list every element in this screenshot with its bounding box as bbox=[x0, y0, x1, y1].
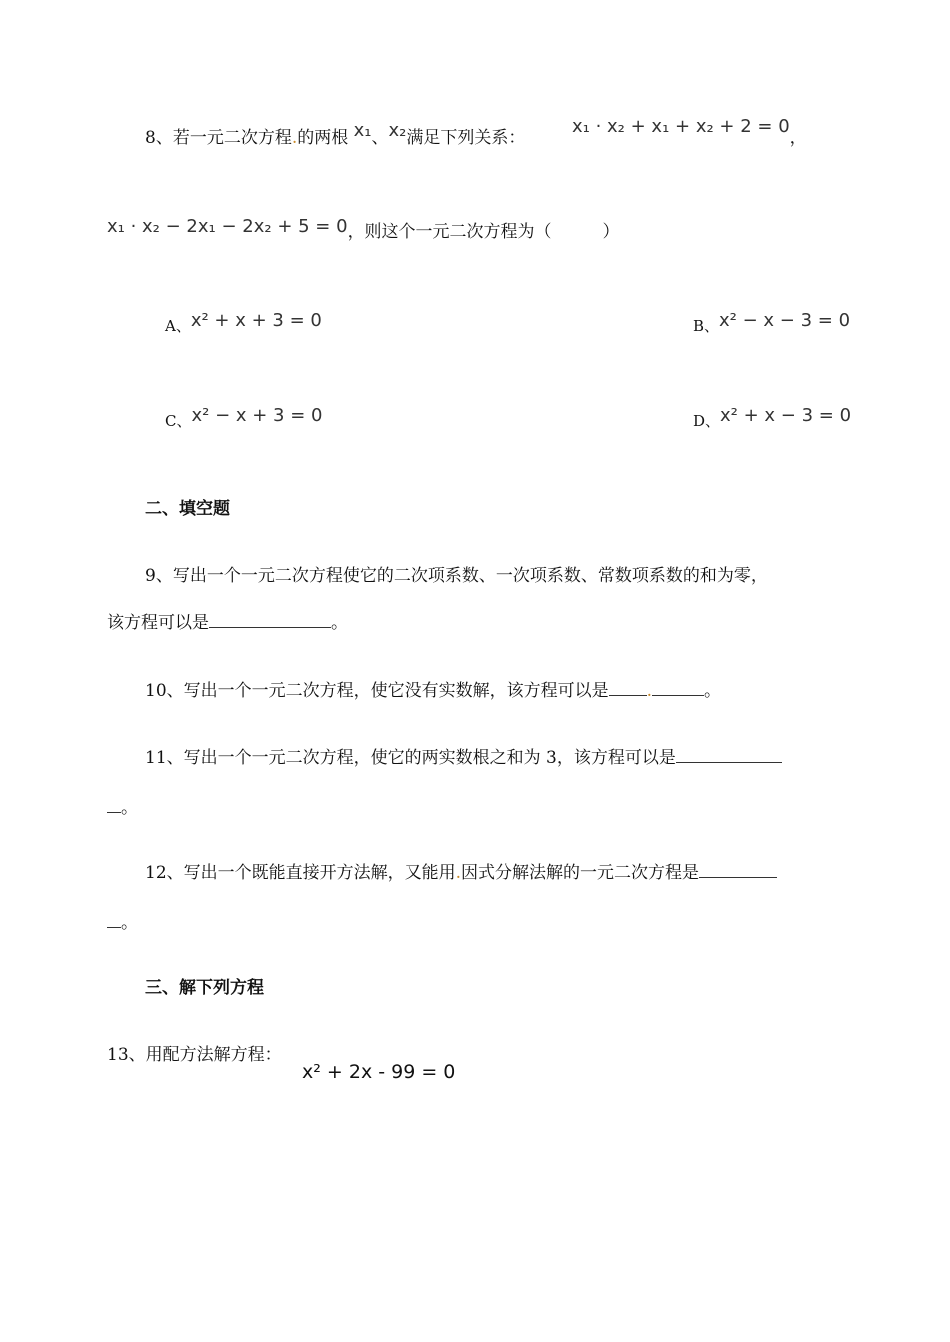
q12-line1 bbox=[145, 861, 777, 885]
q8-prefix: 8、若一元二次方程 bbox=[145, 128, 292, 148]
q12-blank[interactable] bbox=[699, 861, 777, 878]
q10-end: 。 bbox=[704, 681, 722, 701]
q11-end: 。 bbox=[121, 798, 138, 818]
q12-text-a: 12、写出一个既能直接开方法解，又能用 bbox=[145, 863, 456, 883]
q11-line1 bbox=[145, 746, 782, 770]
option-a-label: A、 bbox=[165, 317, 191, 335]
q8-relation1-line bbox=[572, 114, 807, 148]
option-d-label: D、 bbox=[693, 412, 721, 430]
q13-text: 13、用配方法解方程： bbox=[107, 1045, 282, 1065]
q11-blank[interactable] bbox=[676, 746, 782, 763]
q12-text-b: 因式分解法解的一元二次方程是 bbox=[461, 863, 700, 883]
q11-line2 bbox=[107, 796, 138, 820]
section2-title: 二、填空题 bbox=[145, 499, 230, 519]
q12-mark: . bbox=[455, 863, 462, 883]
q13-equation-line bbox=[302, 1059, 455, 1084]
option-a bbox=[165, 308, 322, 333]
q12-end: 。 bbox=[121, 913, 138, 933]
q8-suffix: 满足下列关系： bbox=[406, 128, 526, 148]
option-b-eq: x² − x − 3 = 0 bbox=[719, 309, 851, 331]
q9-blank[interactable] bbox=[209, 611, 331, 628]
q11-text: 11、写出一个一元二次方程，使它的两实数根之和为 3，该方程可以是 bbox=[145, 748, 676, 768]
option-d bbox=[693, 403, 851, 428]
option-c-label: C、 bbox=[165, 412, 192, 430]
q8-line1 bbox=[145, 119, 526, 151]
q9-text: 该方程可以是 bbox=[107, 613, 209, 633]
q8-root2: x₂ bbox=[388, 119, 407, 141]
q9-line1: 9、写出一个一元二次方程使它的二次项系数、一次项系数、常数项系数的和为零， bbox=[145, 566, 768, 586]
q9-line2 bbox=[107, 611, 348, 635]
q8-relation2: x₁ · x₂ − 2x₁ − 2x₂ + 5 = 0 bbox=[107, 215, 348, 237]
q8-sep: 、 bbox=[371, 128, 389, 148]
option-c bbox=[165, 403, 323, 428]
q10-blank-b[interactable] bbox=[652, 679, 704, 696]
q10-text: 10、写出一个一元二次方程，使它没有实数解，该方程可以是 bbox=[145, 681, 609, 701]
q11-blank-cont[interactable] bbox=[107, 796, 121, 813]
q10-mark: . bbox=[646, 681, 653, 701]
q10-blank-a[interactable] bbox=[609, 679, 647, 696]
q8-relation1: x₁ · x₂ + x₁ + x₂ + 2 = 0 bbox=[572, 115, 790, 137]
q8-line2 bbox=[107, 214, 620, 242]
q8-mark: . bbox=[291, 128, 298, 148]
q13-equation: x² + 2x - 99 = 0 bbox=[302, 1060, 456, 1083]
option-b bbox=[693, 308, 850, 333]
q10-line bbox=[145, 679, 721, 703]
q12-line2 bbox=[107, 911, 138, 935]
option-a-eq: x² + x + 3 = 0 bbox=[190, 309, 322, 331]
q8-root1: x₁ bbox=[353, 119, 372, 141]
q12-blank-cont[interactable] bbox=[107, 911, 121, 928]
q8-line2-suffix: ，则这个一元二次方程为（ ） bbox=[347, 222, 620, 242]
q8-comma: ， bbox=[789, 128, 807, 148]
q8-mid: 的两根 bbox=[297, 128, 349, 148]
option-b-label: B、 bbox=[693, 317, 720, 335]
option-d-eq: x² + x − 3 = 0 bbox=[720, 404, 852, 426]
q9-end: 。 bbox=[331, 613, 348, 633]
section3-title: 三、解下列方程 bbox=[145, 978, 264, 998]
option-c-eq: x² − x + 3 = 0 bbox=[191, 404, 323, 426]
